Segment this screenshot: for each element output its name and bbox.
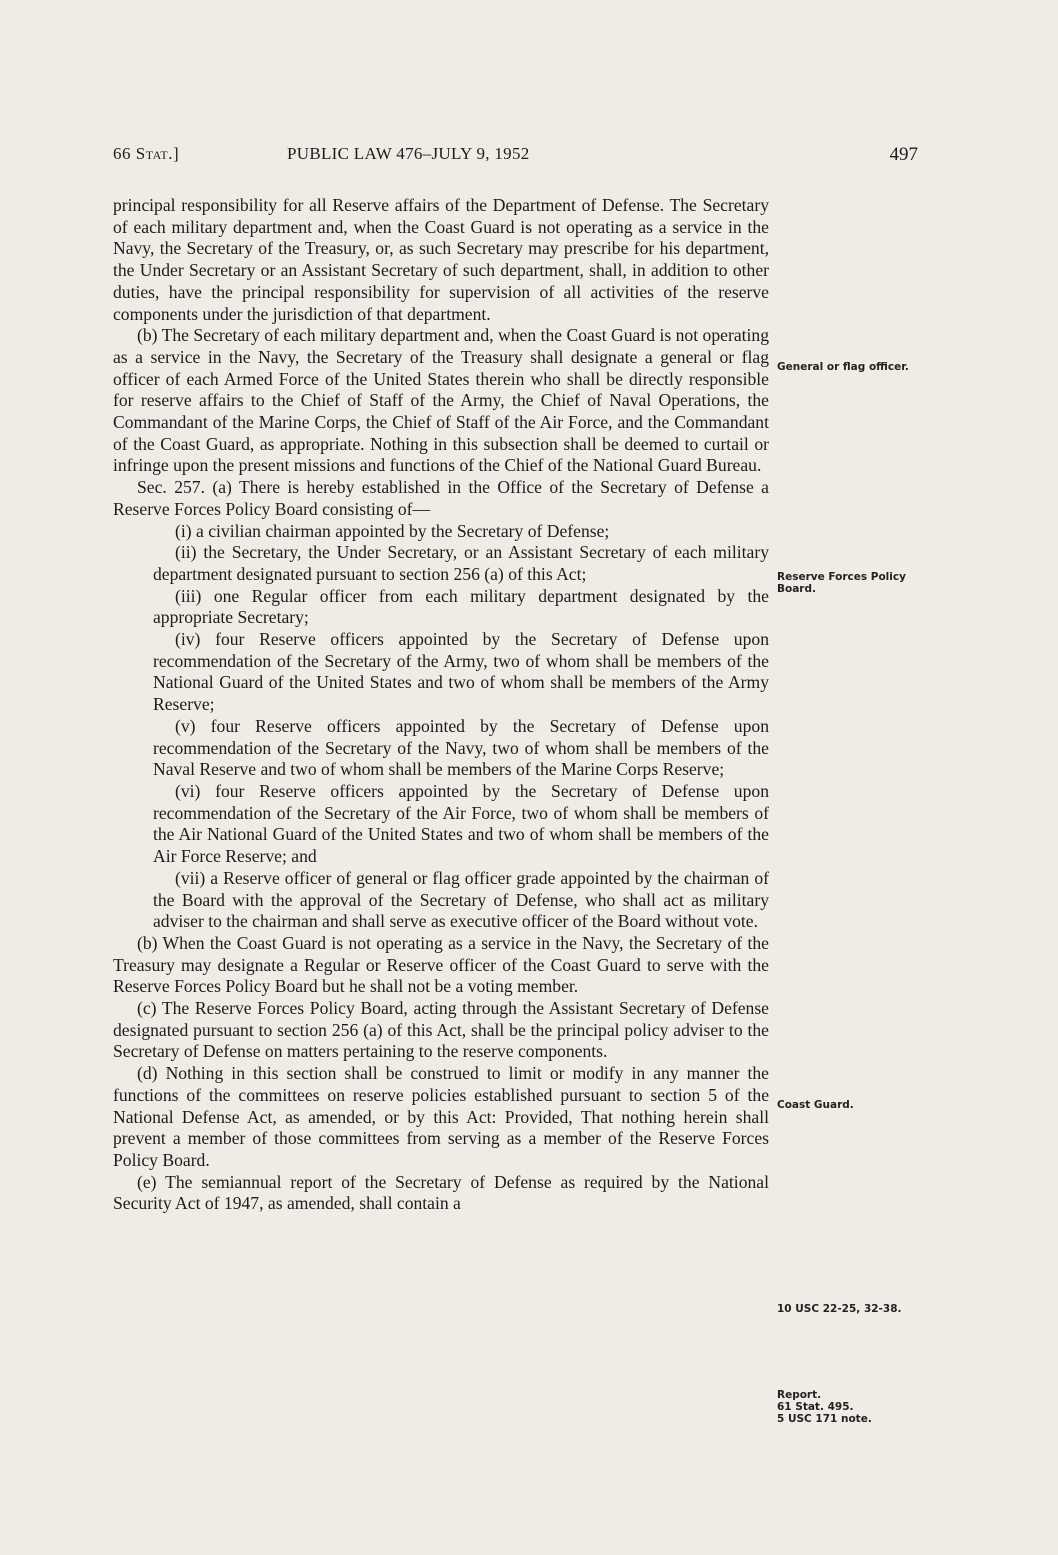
- margin-note-general-officer: General or flag officer.: [777, 361, 909, 373]
- margin-note-reserve-forces-policy-board: Reserve Forces Policy Board.: [777, 571, 906, 595]
- list-item-iii: (iii) one Regular officer from each military department designated by the appropriate Secretary;: [153, 585, 769, 628]
- margin-note-usc-171: 5 USC 171 note.: [777, 1413, 872, 1425]
- margin-note-usc-citation: 10 USC 22-25, 32-38.: [777, 1303, 902, 1315]
- body-text: [113, 195, 769, 1215]
- paragraph-257b: (b) When the Coast Guard is not operating as a service in the Navy, the Secretary of the Treasury may designate a Regular or Reserve officer of the Coast Guard to serve with the Reserve Forces Policy Board but he shall not be a voting member.: [113, 932, 769, 997]
- law-title: PUBLIC LAW 476–JULY 9, 1952: [287, 144, 530, 163]
- list-item-i: (i) a civilian chairman appointed by the Secretary of Defense;: [175, 520, 610, 541]
- paragraph-257e: (e) The semiannual report of the Secretary of Defense as required by the National Security Act of 1947, as amended, shall contain a: [113, 1171, 769, 1214]
- paragraph-257c: (c) The Reserve Forces Policy Board, acting through the Assistant Secretary of Defense designated pursuant to section 256 (a) of this Act, shall be the principal policy adviser to the Secretary of Defense on matters pertaining to the reserve components.: [113, 998, 769, 1062]
- margin-note-stat-citation: 61 Stat. 495.: [777, 1401, 854, 1413]
- list-item-v: (v) four Reserve officers appointed by the Secretary of Defense upon recommendation of the Secretary of the Navy, two of whom shall be members of the Naval Reserve and two of whom shall be members of the Marine Corps Reserve;: [153, 715, 769, 780]
- paragraph-257a: Sec. 257. (a) There is hereby established in the Office of the Secretary of Defense a Reserve Forces Policy Board consisting of—: [113, 477, 769, 519]
- page-number: 497: [889, 144, 918, 165]
- paragraph-continuation: principal responsibility for all Reserve affairs of the Department of Defense. The Secretary of each military department and, when the Coast Guard is not operating as a service in the Navy, the Secretary of the Treasury, or, as such Secretary may prescribe for his department, the Under Secretary or an Assistant Secretary of such department, shall, in addition to other duties, have the principal responsibility for supervision of all activities of the reserve components under the jurisdiction of that department.: [113, 195, 769, 324]
- paragraph-257d: (d) Nothing in this section shall be construed to limit or modify in any manner the functions of the committees on reserve policies established pursuant to section 5 of the National Defense Act, as amended, or by this Act: Provided, That nothing herein shall prevent a member of those committees from serving as a member of the Reserve Forces Policy Board.: [113, 1063, 769, 1170]
- list-item-ii: (ii) the Secretary, the Under Secretary, or an Assistant Secretary of each military department designated pursuant to section 256 (a) of this Act;: [153, 542, 769, 584]
- list-item-vi: (vi) four Reserve officers appointed by the Secretary of Defense upon recommendation of the Secretary of the Air Force, two of whom shall be members of the Air National Guard of the United States and two of whom shall be members of the Air Force Reserve; and: [153, 780, 769, 867]
- volume-citation: 66 Stat.]: [113, 144, 180, 163]
- list-item-iv: (iv) four Reserve officers appointed by the Secretary of Defense upon recommendation of the Secretary of the Army, two of whom shall be members of the National Guard of the United States and two of whom shall be members of the Army Reserve;: [153, 629, 769, 715]
- paragraph-256b: (b) The Secretary of each military department and, when the Coast Guard is not operating as a service in the Navy, the Secretary of the Treasury shall designate a general or flag officer of each Armed Force of the United States therein who shall be directly responsible for reserve affairs to the Chief of Staff of the Army, the Chief of Naval Operations, the Commandant of the Marine Corps, the Chief of Staff of the Air Force, and the Commandant of the Coast Guard, as appropriate. Nothing in this subsection shall be deemed to curtail or infringe upon the present missions and functions of the Chief of the National Guard Bureau.: [113, 325, 769, 476]
- margin-note-report: Report.: [777, 1389, 822, 1401]
- margin-note-coast-guard: Coast Guard.: [777, 1099, 854, 1111]
- list-item-vii: (vii) a Reserve officer of general or flag officer grade appointed by the chairman of the Board with the approval of the Secretary of Defense, who shall act as military adviser to the chairman and shall serve as executive officer of the Board without vote.: [153, 867, 769, 932]
- page-header: [113, 144, 918, 168]
